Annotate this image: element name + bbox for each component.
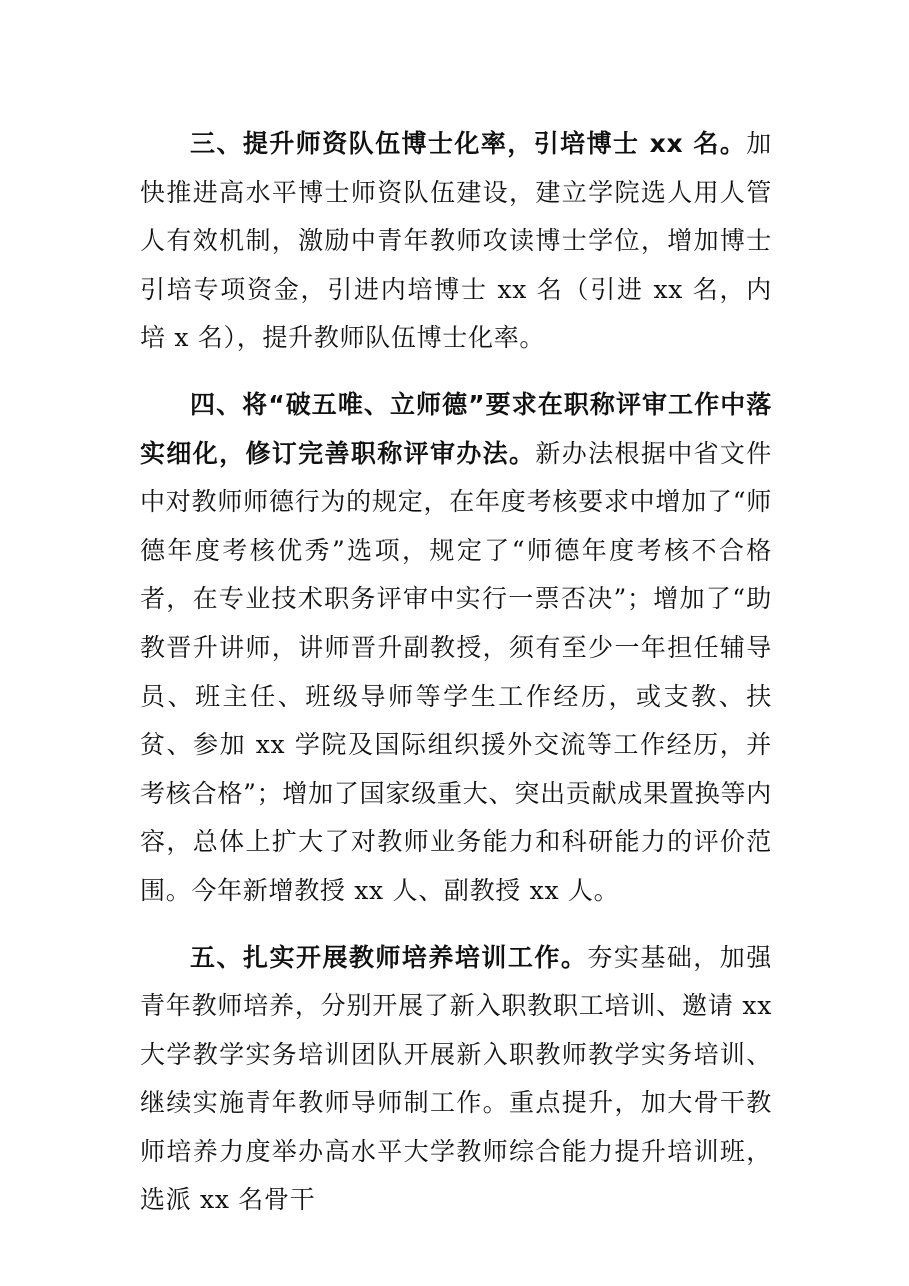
document-body: [140, 120, 772, 1243]
section-4-heading: 四、将“破五唯、立师德”要求在职称评审工作中落实细化，修订完善职称评审办法。: [140, 389, 772, 468]
section-3-text: 加快推进高水平博士师资队伍建设，建立学院选人用人管人有效机制，激励中青年教师攻读博士学位，增加博士引培专项资金，引进内培博士 xx 名（引进 xx 名，内培 x 名），提升教师队伍博士化率。: [140, 129, 772, 353]
paragraph-section-5: [140, 934, 772, 1226]
section-5-text: 夯实基础，加强青年教师培养，分别开展了新入职教职工培训、邀请 xx 大学教学实务培训团队开展新入职教师教学实务培训、继续实施青年教师导师制工作。重点提升，加大骨干教师培养力度举办高水平大学教师综合能力提升培训班，选派 xx 名骨干: [140, 942, 772, 1215]
paragraph-section-3: [140, 120, 772, 363]
section-5-heading: 五、扎实开展教师培养培训工作。: [190, 942, 588, 972]
paragraph-section-4: [140, 381, 772, 916]
section-3-heading: 三、提升师资队伍博士化率，引培博士 xx 名。: [190, 129, 747, 158]
section-4-text: 新办法根据中省文件中对教师师德行为的规定，在年度考核要求中增加了“师德年度考核优秀”选项，规定了“师德年度考核不合格者，在专业技术职务评审中实行一票否决”；增加了“助教晋升讲师，讲师晋升副教授，须有至少一年担任辅导员、班主任、班级导师等学生工作经历，或支教、扶贫、参加 xx 学院及国际组织援外交流等工作经历，并考核合格”；增加了国家级重大、突出贡献成果置换等内容，总体上扩大了对教师业务能力和科研能力的评价范围。今年新增教授 xx 人、副教授 xx 人。: [140, 438, 772, 905]
